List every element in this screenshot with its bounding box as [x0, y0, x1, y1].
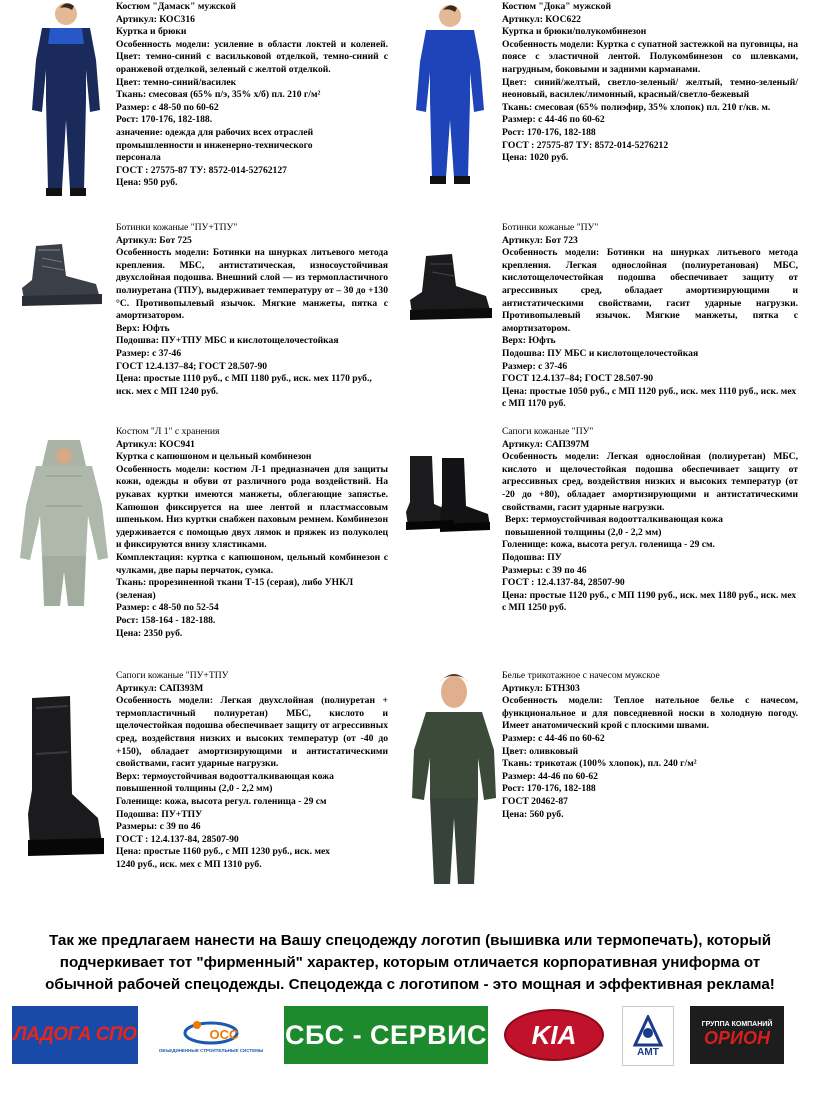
product-article: Артикул: КОС622	[502, 13, 581, 25]
promo-line: Так же предлагаем нанести на Вашу спецодежду логотип (вышивка или термопечать), который	[48, 932, 772, 949]
product-title: Ботинки кожаные "ПУ"	[502, 222, 599, 233]
product-price: Цена: простые 1050 руб., с МП 1120 руб., иск. мех 1110 руб., иск. мех с МП 1170 руб.	[502, 385, 797, 410]
product-title: Костюм "Дамаск" мужской	[116, 1, 236, 12]
product-line: Подошва: ПУ	[502, 551, 562, 563]
protective-suit-image	[18, 436, 110, 610]
product-line: Особенность модели: Куртка с супатной застежкой на пуговицы, на поясе с эластичной лентой. Полукомбинезон со шлевками, нагрудным, боковыми и задними карманами.	[502, 38, 798, 75]
boot-black-image	[402, 252, 496, 324]
logo-text: KIA	[531, 1019, 577, 1050]
product-line: азначение: одежда для рабочих всех отраслей промышленности и инженерно-технического персонала	[116, 126, 314, 164]
product-title: Костюм "Дока" мужской	[502, 1, 611, 12]
product-subtitle: Куртка и брюки/полукомбинезон	[502, 26, 647, 38]
product-article: Артикул: БТН303	[502, 682, 580, 694]
product-line: Размер: с 48-50 по 52-54	[116, 602, 219, 614]
product-line: ГОСТ 12.4.137–84; ГОСТ 28.507-90	[116, 360, 268, 372]
product-title: Сапоги кожаные "ПУ+ТПУ	[116, 670, 229, 681]
product-line: Особенность модели: Легкая двухслойная (полиуретан + термопластичный полиуретан) МБС, кислото и щелочестойкая подошва обеспечивает защиту от агрессивных сред, воздействия низких и высоких температур (от -40 до +150), обладает амортизирующими и антистатическими свойствами, гасит ударные нагрузки.	[116, 695, 388, 770]
boot-gray-image	[16, 240, 106, 310]
underwear-image	[408, 670, 500, 892]
product-line: ГОСТ : 27575-87 ТУ: 8572-014-5276212	[502, 139, 669, 151]
product-line: Особенность модели: костюм Л-1 предназначен для защиты кожи, одежды и обуви от различного рода воздействий. На рукавах куртки имеются манжеты, облегающие запястье. Капюшон фиксируется на шее лентой и пластмассовым шпеньком. Низ куртки снабжен паховым ремнем. Комбинезон удерживается с помощью двух лямок и пряжек из полуколец и фиксируются внизу хлястиками.	[116, 463, 388, 551]
product-line: Размер: с 44-46 по 60-62	[502, 732, 605, 744]
product-price: Цена: 950 руб.	[116, 177, 178, 189]
product-line: Рост: 170-176, 182-188	[502, 126, 596, 138]
product-line: Размеры: с 39 по 46	[116, 821, 201, 833]
product-line: Цвет: темно-синий/василек	[116, 76, 237, 88]
product-subtitle: Куртка с капюшоном и цельный комбинезон	[116, 451, 312, 463]
product-price: Цена: простые 1110 руб., с МП 1180 руб., иск. мех 1170 руб., иск. мех с МП 1240 руб.	[116, 373, 372, 397]
product-line: Голенище: кожа, высота регул. голенища - 29 см	[116, 795, 327, 807]
product-line: Подошва: ПУ+ТПУ	[116, 808, 203, 820]
product-line: Ткань: трикотаж (100% хлопок), пл. 240 г/м²	[502, 758, 697, 770]
suit-blue-image	[410, 2, 490, 192]
product-line: Размеры: с 39 по 46	[502, 564, 587, 576]
product-price: Цена: 2350 руб.	[116, 627, 183, 639]
product-line: Ткань: смесовая (65% п/э, 35% х/б) пл. 210 г/м²	[116, 89, 321, 101]
logo-kia	[504, 1006, 604, 1064]
product-line: Голенище: кожа, высота регул. голенища - 29 см.	[502, 539, 715, 551]
product-title: Белье трикотажное с начесом мужское	[502, 670, 660, 681]
product-article: Артикул: КОС316	[116, 13, 195, 25]
product-article: Артикул: Бот 725	[116, 234, 192, 246]
product-line: Размер: с 48-50 по 60-62	[116, 101, 219, 113]
product-line: ГОСТ 20462-87	[502, 795, 568, 807]
boot-high-image	[22, 694, 108, 860]
promo-line: обычной рабочей спецодежды. Спецодежда с логотипом - это мощная и эффективная реклама!	[45, 976, 775, 993]
product-line: Цвет: синий/желтый, светло-зеленый/ желтый, темно-зеленый/неоновый, василек/лимонный, красный/светло-бежевый	[502, 76, 798, 101]
product-line: Размер: с 44-46 по 60-62	[502, 114, 605, 126]
product-line: ГОСТ : 12.4.137-84, 28507-90	[116, 833, 239, 845]
logo-amt	[622, 1006, 674, 1066]
product-line: Верх: Юфть	[502, 335, 556, 347]
product-article: Артикул: САП397М	[502, 438, 590, 450]
logo-subtext: ГРУППА КОМПАНИЙ	[701, 1021, 773, 1028]
product-line: Ткань: прорезиненной ткани Т-15 (серая), либо УНКЛ (зеленая)	[116, 577, 354, 601]
product-line: Верх: термоустойчивая водоотталкивающая кожа повышенной толщины (2,0 - 2,2 мм)	[116, 770, 334, 795]
product-line: Размер: с 37-46	[116, 347, 182, 359]
product-price: Цена: простые 1160 руб., с МП 1230 руб., иск. мех 1240 руб., иск. мех с МП 1310 руб.	[116, 846, 330, 870]
product-subtitle: Куртка и брюки	[116, 26, 187, 38]
product-price: Цена: простые 1120 руб., с МП 1190 руб., иск. мех 1180 руб., иск. мех с МП 1250 руб.	[502, 589, 797, 614]
product-line: ГОСТ : 12.4.137-84, 28507-90	[502, 577, 625, 589]
logo-text: АМТ	[637, 1046, 659, 1058]
logo-text: ОСС	[209, 1027, 239, 1042]
logo-promo-text	[20, 930, 800, 996]
product-line: Рост: 170-176, 182-188	[502, 783, 596, 795]
product-line: Рост: 170-176, 182-188.	[116, 114, 213, 126]
logo-orion	[690, 1006, 784, 1064]
product-line: Верх: термоустойчивая водоотталкивающая кожа повышенной толщины (2,0 - 2,2 мм)	[505, 514, 723, 538]
product-title: Костюм "Л 1" с хранения	[116, 426, 220, 437]
product-line: ГОСТ : 27575-87 ТУ: 8572-014-52762127	[116, 164, 287, 176]
product-article: Артикул: Бот 723	[502, 234, 578, 246]
product-line: Верх: Юфть	[116, 322, 170, 334]
product-line: Ткань: смесовая (65% полиэфир, 35% хлопок) пл. 210 г/кв. м.	[502, 101, 771, 113]
product-price: Цена: 560 руб.	[502, 808, 564, 820]
product-line: Размер: 44-46 по 60-62	[502, 770, 598, 782]
product-line: Особенность модели: Ботинки на шнурках литьевого метода крепления. Легкая однослойная (полиуретановая) МБС, кислотощелочестойкая подошва обеспечивает защиту от агрессивных сред, обладает амортизирующими и антистатическими свойствами, гасит ударные нагрузки. Противопылевый язычок. Мягкие манжеты, пятка с амортизатором.	[502, 247, 798, 334]
product-line: Особенность модели: Теплое нательное белье с начесом, функциональное и для повседневной носки в холодную погоду. Имеет анатомический крой с плоскими швами.	[502, 695, 798, 732]
logo-ladoga-spo	[12, 1006, 138, 1064]
product-price: Цена: 1020 руб.	[502, 152, 569, 164]
product-title: Ботинки кожаные "ПУ+ТПУ"	[116, 222, 238, 233]
promo-line: подчеркивает тот "фирменный" характер, которым отличается корпоративная униформа от	[59, 954, 761, 971]
amt-emblem-icon	[631, 1015, 665, 1047]
client-logos	[0, 1006, 819, 1068]
product-article: Артикул: КОС941	[116, 438, 195, 450]
product-line: Размер: с 37-46	[502, 360, 568, 372]
product-line: Комплектация: куртка с капюшоном, цельный комбинезон с чулками, две пары перчаток, сумка.	[116, 551, 388, 576]
product-article: Артикул: САП393М	[116, 682, 204, 694]
logo-text: ЛАДОГА СПО	[13, 1024, 137, 1045]
logo-text: ОРИОН	[704, 1028, 770, 1048]
product-line: Подошва: ПУ МБС и кислотощелочестойкая	[502, 347, 699, 359]
logo-oss	[154, 1006, 268, 1064]
product-line: Особенность модели: усиление в области локтей и коленей. Цвет: темно-синий с васильковой отделкой, темно-синий с оранжевой отделкой, зеленый с желтой отделкой.	[116, 38, 388, 75]
logo-subtext: ОБЪЕДИНЕННЫЕ СТРОИТЕЛЬНЫЕ СИСТЕМЫ	[158, 1048, 264, 1053]
suit-navy-image	[20, 0, 112, 200]
product-title: Сапоги кожаные "ПУ"	[502, 426, 594, 437]
product-line: Особенность модели: Ботинки на шнурках литьевого метода крепления. МБС, антистатическая, износоустойчивая двухслойная подошва. Внешний слой — из термопластичного полиуретана (ТПУ), выдерживает температуру от – 30 до +130 °С. Противопылевый язычок. Мягкие манжеты, пятка с амортизатором.	[116, 247, 388, 322]
product-line: Цвет: оливковый	[502, 745, 579, 757]
product-line: Особенность модели: Легкая однослойная (полиуретан) МБС, кислото и щелочестойкая подошва обеспечивает защиту от агрессивных сред, воздействия низких и высоких температур (от -20 до +80), обладает амортизирующими и антистатическими свойствами, гасит ударные нагрузки.	[502, 451, 798, 513]
logo-text: СБС - СЕРВИС	[285, 1019, 487, 1050]
product-line: ГОСТ 12.4.137–84; ГОСТ 28.507-90	[502, 373, 654, 385]
product-line: Рост: 158-164 - 182-188.	[116, 614, 216, 626]
product-line: Подошва: ПУ+ТПУ МБС и кислотощелочестойкая	[116, 335, 339, 347]
logo-sbs-service	[284, 1006, 488, 1064]
boots-pair-image	[402, 452, 496, 532]
